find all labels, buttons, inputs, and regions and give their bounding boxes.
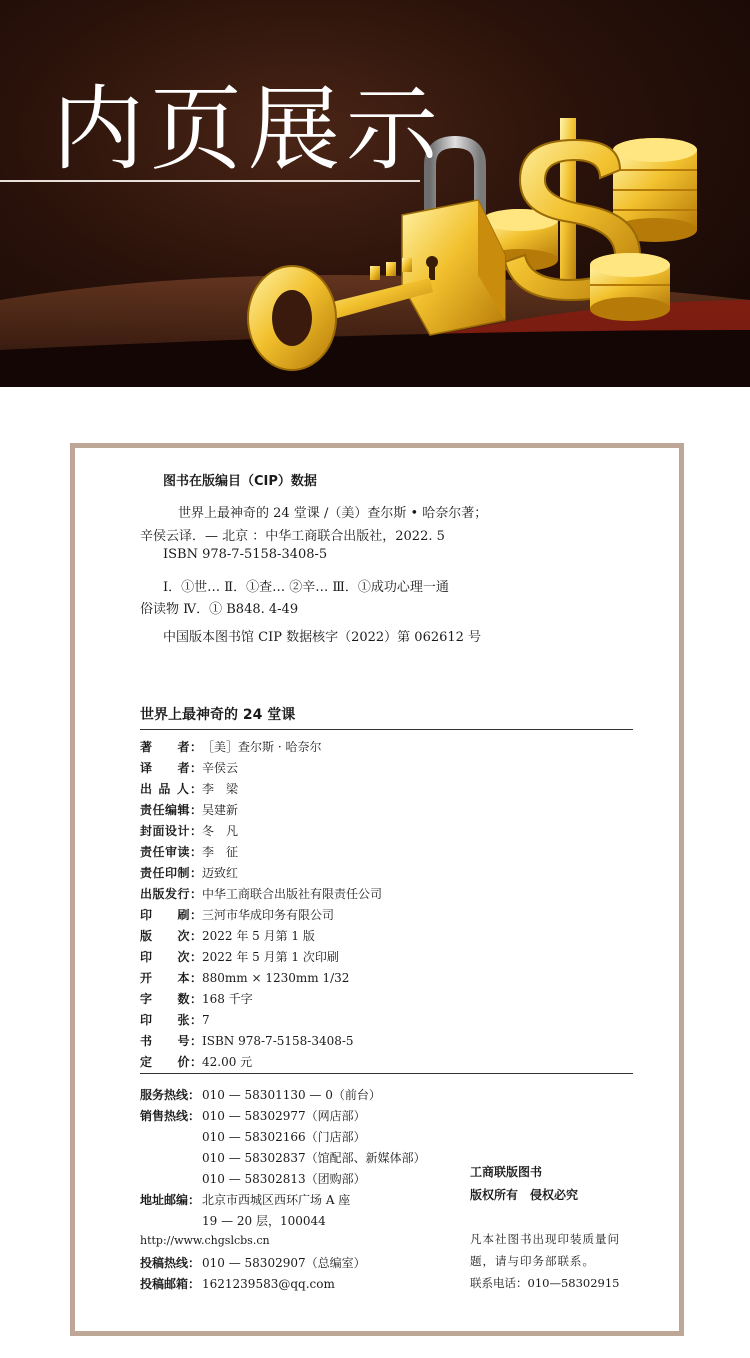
credit-row — [140, 864, 238, 881]
credit-label: 定 价： — [140, 1055, 202, 1069]
cip-record-number: 中国版本图书馆 CIP 数据核字（2022）第 062612 号 — [163, 630, 482, 645]
quality-note: 凡本社图书出现印装质量问 — [470, 1232, 620, 1246]
credit-label: 出 品 人： — [140, 782, 202, 796]
sales-hotline — [140, 1107, 366, 1124]
credit-label: 责任印制： — [140, 866, 202, 880]
contact-phone: 联系电话：010—58302915 — [470, 1276, 620, 1290]
coin-stack-front — [590, 253, 670, 321]
credit-value: ISBN 978-7-5158-3408-5 — [202, 1034, 354, 1048]
copyright-page — [70, 443, 684, 1336]
service-hotline — [140, 1086, 381, 1103]
sales-hotline-value: 010 — 58302813（团购部） — [202, 1172, 366, 1186]
credit-label: 开 本： — [140, 971, 202, 985]
credit-label: 封面设计： — [140, 824, 202, 838]
service-hotline-label: 服务热线： — [140, 1088, 201, 1102]
credit-value: 李 梁 — [202, 782, 239, 796]
quality-note: 题，请与印务部联系。 — [470, 1254, 595, 1268]
cip-line: ISBN 978-7-5158-3408-5 — [163, 547, 328, 562]
service-hotline-value: 010 — 58301130 — 0（前台） — [202, 1088, 381, 1102]
submission-email-label: 投稿邮箱： — [140, 1277, 201, 1291]
credit-row — [140, 759, 238, 776]
credit-row — [140, 843, 238, 860]
credit-value: ［美］查尔斯 · 哈奈尔 — [202, 740, 322, 754]
credit-label: 责任编辑： — [140, 803, 202, 817]
cip-line: Ⅰ．①世… Ⅱ．①查… ②辛… Ⅲ．①成功心理一通 — [163, 580, 449, 595]
credit-row — [140, 780, 238, 797]
credit-row — [140, 801, 238, 818]
sales-hotline — [140, 1128, 366, 1145]
sales-hotline-value: 010 — 58302837（馆配部、新媒体部） — [202, 1151, 426, 1165]
banner-title: 内页展示 — [52, 76, 445, 183]
credit-row — [140, 885, 382, 902]
submission-hotline-value: 010 — 58302907（总编室） — [202, 1256, 366, 1270]
credit-row — [140, 906, 334, 923]
credit-label: 版 次： — [140, 929, 202, 943]
credit-value: 李 征 — [202, 845, 239, 859]
credit-row — [140, 927, 315, 944]
credit-label: 著 者： — [140, 740, 202, 754]
publisher-mark: 工商联版图书 — [470, 1165, 543, 1179]
credit-row — [140, 1053, 252, 1070]
cip-line: 俗读物 Ⅳ．① B848. 4-49 — [140, 602, 299, 617]
credit-value: 880mm × 1230mm 1/32 — [202, 971, 350, 985]
address-value: 北京市西城区西环广场 A 座 — [202, 1193, 351, 1207]
submission-hotline — [140, 1254, 366, 1271]
credit-value: 三河市华成印务有限公司 — [202, 908, 335, 922]
credit-row — [140, 948, 339, 965]
divider — [140, 729, 633, 730]
credit-label: 书 号： — [140, 1034, 202, 1048]
credit-value: 168 千字 — [202, 992, 253, 1006]
credit-value: 2022 年 5 月第 1 次印刷 — [202, 950, 339, 964]
book-title: 世界上最神奇的 24 堂课 — [140, 707, 296, 723]
sales-hotline-value: 010 — 58302166（门店部） — [202, 1130, 366, 1144]
cip-heading: 图书在版编目（CIP）数据 — [163, 474, 317, 489]
address-label: 地址邮编： — [140, 1193, 201, 1207]
credit-label: 印 张： — [140, 1013, 202, 1027]
credit-label: 译 者： — [140, 761, 202, 775]
website-link[interactable]: http://www.chgslcbs.cn — [140, 1234, 270, 1247]
credit-row — [140, 1032, 354, 1049]
cip-line: 世界上最神奇的 24 堂课 /（美）查尔斯 • 哈奈尔著； — [178, 506, 488, 521]
header-banner — [0, 0, 750, 387]
credit-label: 责任审读： — [140, 845, 202, 859]
sales-hotline-label: 销售热线： — [140, 1109, 201, 1123]
credit-value: 2022 年 5 月第 1 版 — [202, 929, 315, 943]
credit-value: 42.00 元 — [202, 1055, 253, 1069]
credit-row — [140, 1011, 210, 1028]
sales-hotline — [140, 1149, 426, 1166]
credit-value: 7 — [202, 1013, 210, 1027]
credit-row — [140, 822, 238, 839]
credit-value: 迈致红 — [202, 866, 239, 880]
credit-row — [140, 738, 321, 755]
sales-hotline — [140, 1170, 366, 1187]
credit-label: 字 数： — [140, 992, 202, 1006]
credit-label: 出版发行： — [140, 887, 202, 901]
credit-value: 冬 凡 — [202, 824, 239, 838]
cip-line: 辛侯云译．— 北京 ：中华工商联合出版社，2022. 5 — [140, 529, 445, 544]
sales-hotline-value: 010 — 58302977（网店部） — [202, 1109, 366, 1123]
submission-email-value[interactable]: 1621239583@qq.com — [202, 1277, 335, 1291]
divider — [140, 1073, 633, 1074]
submission-email — [140, 1275, 335, 1292]
address-value: 19 — 20 层，100044 — [202, 1214, 326, 1228]
credit-value: 辛侯云 — [202, 761, 239, 775]
submission-hotline-label: 投稿热线： — [140, 1256, 201, 1270]
credit-row — [140, 969, 349, 986]
credit-label: 印 刷： — [140, 908, 202, 922]
credit-value: 中华工商联合出版社有限责任公司 — [202, 887, 383, 901]
address — [140, 1191, 350, 1208]
credit-label: 印 次： — [140, 950, 202, 964]
credit-value: 吴建新 — [202, 803, 239, 817]
credit-row — [140, 990, 253, 1007]
rights-reserved: 版权所有 侵权必究 — [470, 1188, 579, 1202]
address — [140, 1212, 326, 1229]
